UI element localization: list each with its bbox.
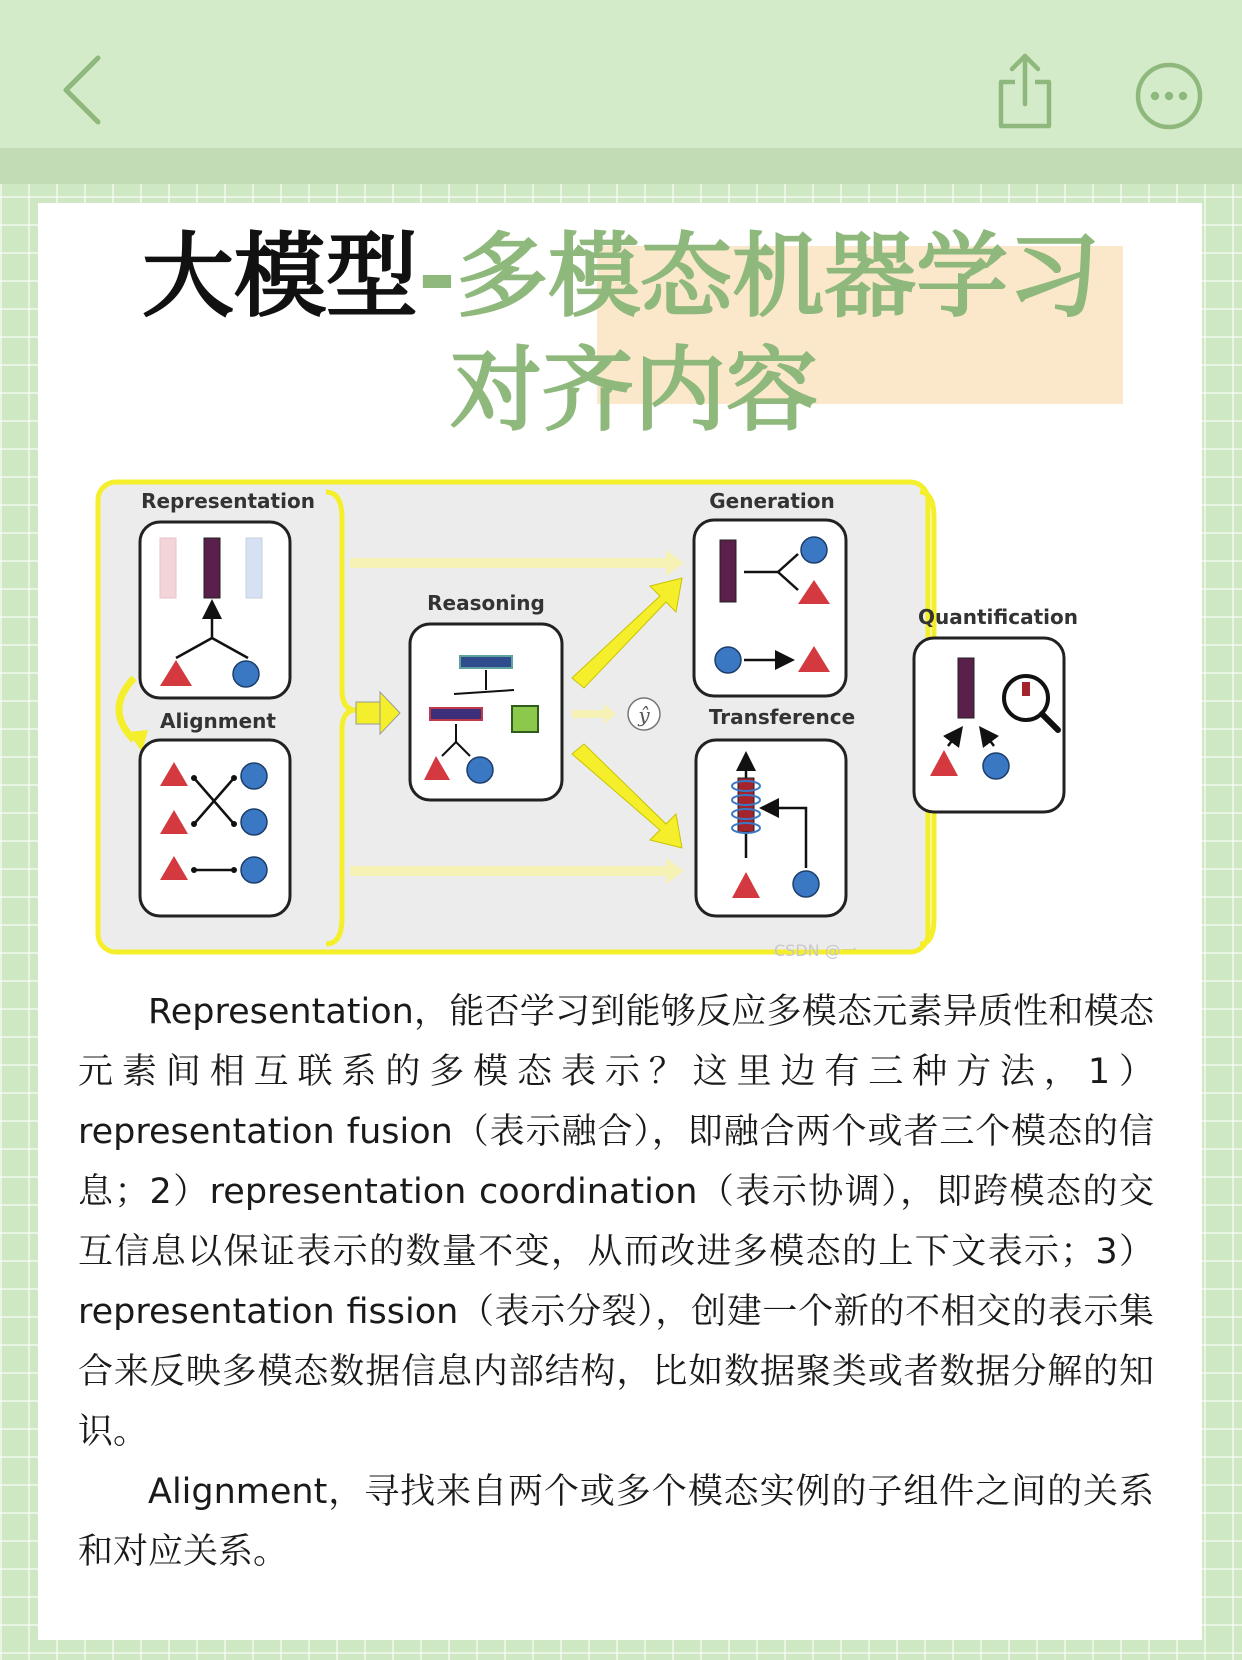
chevron-left-icon xyxy=(58,52,110,128)
share-icon xyxy=(995,48,1055,132)
more-dots-icon xyxy=(1133,60,1205,132)
page-subtitle: 对齐内容 xyxy=(450,337,819,444)
box-transference xyxy=(696,740,846,916)
multimodal-diagram xyxy=(94,478,1174,960)
paragraph-alignment: Alignment，寻找来自两个或多个模态实例的子组件之间的关系和对应关系。 xyxy=(78,1472,1154,1572)
label-generation: Generation xyxy=(709,489,835,513)
label-quantification: Quantification xyxy=(918,605,1078,629)
label-reasoning: Reasoning xyxy=(427,591,545,615)
label-representation: Representation xyxy=(141,489,315,513)
label-alignment: Alignment xyxy=(160,709,276,733)
box-alignment xyxy=(140,740,290,916)
title-part-black: 大模型 xyxy=(141,223,418,330)
box-quantification xyxy=(914,638,1064,812)
y-hat-symbol: ŷ xyxy=(638,703,650,727)
more-options-button[interactable] xyxy=(1133,60,1205,132)
page-title xyxy=(0,222,1242,332)
title-part-green: -多模态机器学习 xyxy=(417,223,1101,330)
top-nav-bar xyxy=(0,0,1242,148)
back-button[interactable] xyxy=(58,52,110,128)
article-body xyxy=(78,982,1154,1582)
share-button[interactable] xyxy=(995,48,1055,132)
watermark: CSDN @一 xyxy=(774,941,857,960)
paragraph-representation: Representation，能否学习到能够反应多模态元素异质性和模态元素间相互联系的多模态表示？这里边有三种方法，1）representation fusion（表示融合），即融合两个或者三个模态的信息；2）representation coordination（表示协调），即跨模态的交互信息以保证表示的数量不变，从而改进多模态的上下文表示；3）representation fission（表示分裂），创建一个新的不相交的表示集合来反映多模态数据信息内部结构，比如数据聚类或者数据分解的知识。 xyxy=(78,992,1154,1452)
label-transference: Transference xyxy=(708,705,856,729)
top-nav-divider xyxy=(0,148,1242,184)
